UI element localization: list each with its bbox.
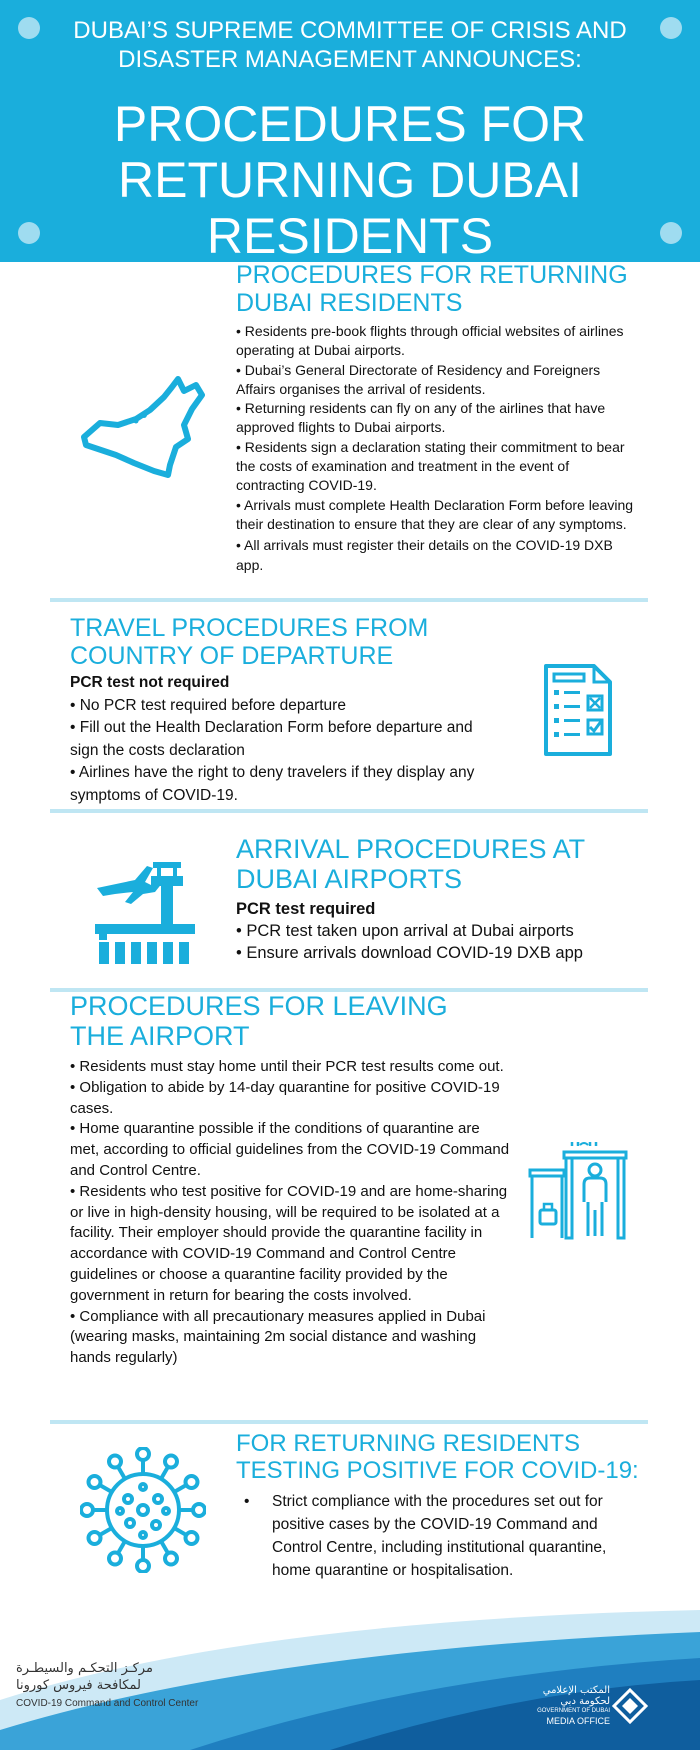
media-office-gov: GOVERNMENT OF DUBAI: [537, 1708, 610, 1714]
media-office-arabic-1: المكتب الإعلامي: [542, 1685, 610, 1696]
airport-tower-plane-icon: [95, 860, 195, 965]
header-banner: [0, 0, 700, 262]
section-divider: [50, 809, 648, 813]
virus-spike-tip: [185, 1476, 197, 1488]
section3-body: [236, 898, 666, 964]
command-center-logo: [16, 1660, 198, 1709]
logo-arabic-line2: لمكافحة فيروس كورونا: [16, 1678, 141, 1693]
section-divider: [50, 1420, 648, 1424]
decor-dot: [660, 222, 682, 244]
list-item: • All arrivals must register their details on the COVID-19 DXB app.: [236, 537, 613, 573]
virus-spike: [118, 1541, 125, 1553]
checklist-document-icon: [542, 662, 614, 758]
list-item: • Residents sign a declaration stating their commitment to bear the costs of examination and treatment in the event of contracting COVID-19.: [236, 438, 625, 494]
section2-title: TRAVEL PROCEDURES FROM COUNTRY OF DEPARTURE: [70, 614, 429, 670]
virus-spike-tip: [109, 1456, 121, 1468]
section3-subhead: PCR test required: [236, 900, 376, 918]
virus-spike-tip: [81, 1504, 93, 1516]
virus-spike-tip: [165, 1456, 177, 1468]
virus-spike-tip: [193, 1504, 205, 1516]
section1-list: [236, 322, 636, 575]
section2-subhead: PCR test not required: [70, 674, 230, 691]
list-item: Strict compliance with the procedures set out for positive cases by the COVID-19 Command and Control Centre, including institutional quarantine, home quarantine or hospitalisation.: [272, 1493, 607, 1579]
virus-spike-tip: [185, 1532, 197, 1544]
media-office-arabic-2: لحكومة دبي: [560, 1696, 610, 1707]
virus-spike: [174, 1485, 186, 1492]
virus-spike-tip: [89, 1476, 101, 1488]
bullet: •: [244, 1493, 250, 1510]
virus-spike-tip: [109, 1552, 121, 1564]
logo-english: COVID-19 Command and Control Center: [16, 1698, 199, 1709]
list-item: • Obligation to abide by 14-day quarantine for positive COVID-19 cases.: [70, 1078, 500, 1117]
section3-title: ARRIVAL PROCEDURES AT DUBAI AIRPORTS: [236, 834, 585, 894]
decor-dot: [660, 17, 682, 39]
section4-list: [70, 1057, 510, 1369]
virus-spike: [174, 1528, 186, 1535]
media-office-logo: [530, 1685, 610, 1726]
list-item: • Dubai’s General Directorate of Residency and Foreigners Affairs organises the arrival of residents.: [236, 361, 601, 397]
section4-title: PROCEDURES FOR LEAVING THE AIRPORT: [70, 991, 448, 1051]
logo-arabic-line1: مركـز التحكـم والسيطـرة: [16, 1661, 153, 1676]
section5-title: FOR RETURNING RESIDENTS TESTING POSITIVE FOR COVID-19:: [236, 1430, 639, 1484]
section2-body: [70, 672, 480, 807]
list-item: • No PCR test required before departure: [70, 696, 346, 714]
virus-spike: [118, 1467, 125, 1479]
section-divider: [50, 598, 648, 602]
decor-dot: [18, 222, 40, 244]
virus-spike: [100, 1528, 112, 1535]
virus-spike-tip: [137, 1560, 149, 1572]
media-office-english: MEDIA OFFICE: [546, 1716, 610, 1726]
section1-title: PROCEDURES FOR RETURNING DUBAI RESIDENTS: [236, 261, 628, 317]
section5-body: [244, 1490, 624, 1582]
header-subtitle: DUBAI’S SUPREME COMMITTEE OF CRISIS AND DISASTER MANAGEMENT ANNOUNCES:: [73, 17, 627, 73]
list-item: • Compliance with all precautionary measures applied in Dubai (wearing masks, maintaining 2m social distance and washing hands regularly): [70, 1307, 486, 1367]
decor-dot: [18, 17, 40, 39]
virus-spike: [100, 1485, 112, 1492]
list-item: • Home quarantine possible if the conditions of quarantine are met, according to official guidelines from the COVID-19 Command and Control Centre.: [70, 1120, 510, 1179]
uae-map-icon: [78, 375, 208, 480]
virus-spike-tip: [89, 1532, 101, 1544]
page-title: PROCEDURES FOR RETURNING DUBAI RESIDENTS: [113, 96, 587, 264]
quarantine-booth-icon: [528, 1140, 630, 1240]
list-item: • PCR test taken upon arrival at Dubai airports: [236, 922, 574, 940]
list-item: • Residents who test positive for COVID-19 and are home-sharing or live in high-density housing, will be required to be isolated at a facility. Their employer should provide the quarantine facility in accordance with COVID-19 Command and Control Centre guidelines or choose a quarantine facility provided by the government in return for bearing the costs involved.: [70, 1182, 508, 1304]
list-item: • Airlines have the right to deny travelers if they display any symptoms of COVID-19.: [70, 764, 475, 804]
coronavirus-icon: [80, 1447, 206, 1573]
virus-spike: [161, 1541, 168, 1553]
list-item: • Residents pre-book flights through official websites of airlines operating at Dubai airports.: [236, 323, 624, 359]
list-item: • Fill out the Health Declaration Form before departure and sign the costs declaration: [70, 719, 473, 759]
media-office-logo-icon: [612, 1688, 648, 1724]
virus-spike-tip: [165, 1552, 177, 1564]
virus-spike-tip: [137, 1448, 149, 1460]
virus-spike: [161, 1467, 168, 1479]
list-item: • Ensure arrivals download COVID-19 DXB app: [236, 944, 583, 962]
list-item: • Residents must stay home until their PCR test results come out.: [70, 1058, 504, 1075]
list-item: • Returning residents can fly on any of the airlines that have approved flights to Dubai airports.: [236, 400, 606, 436]
list-item: • Arrivals must complete Health Declaration Form before leaving their destination to ensure that they are clear of any symptoms.: [236, 496, 634, 532]
